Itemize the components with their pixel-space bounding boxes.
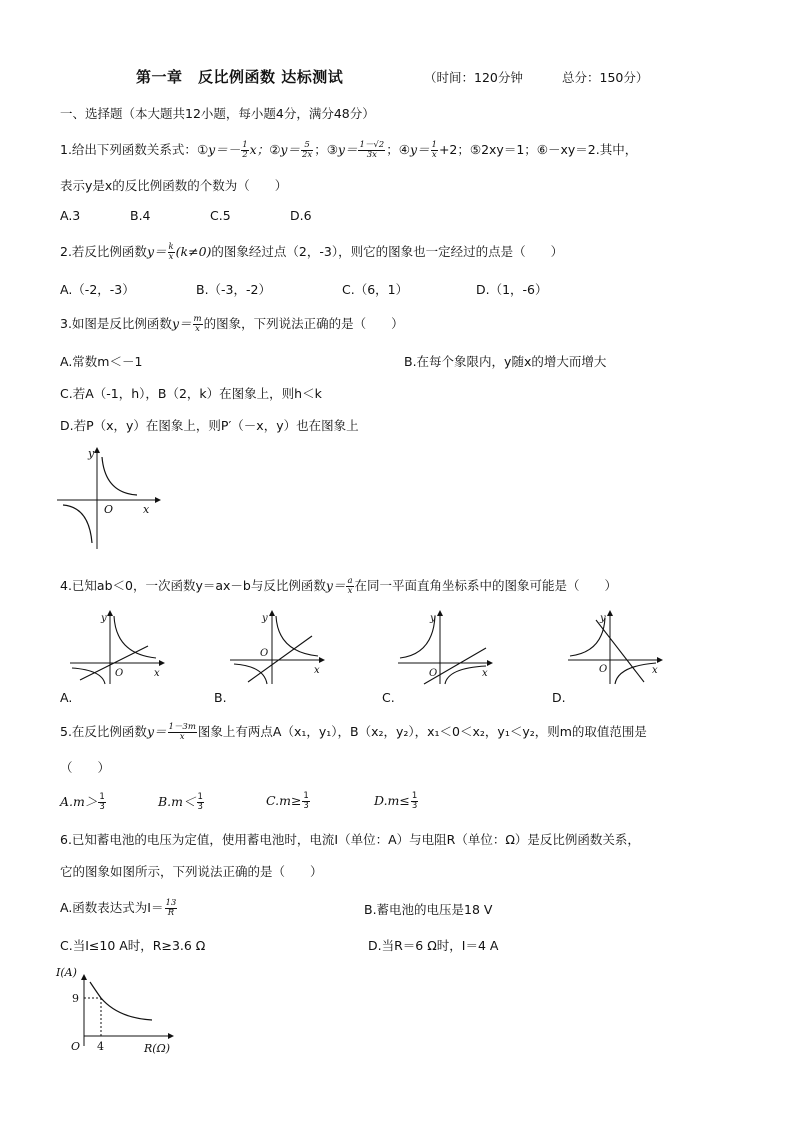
- svg-text:x: x: [652, 665, 658, 676]
- question-4: 4.已知ab＜0，一次函数y＝ax－b与反比例函数y＝ $\frac{a}{x}$ 在同一平面直角坐标系中的图象可能是（ ）: [60, 576, 618, 596]
- question-1: 1.给出下列函数关系式：①y＝－ $\frac{1}{2}$ x；②y＝ $\frac{5}{2x}$ ；③y＝ $\frac{1-√2}{3x}$ ；④y＝ $\frac{1}{x}$ +2；⑤2xy＝1；⑥－xy＝2.其中，: [60, 140, 638, 160]
- svg-text:O: O: [115, 668, 124, 679]
- q5-option-c: C.m≥ $\frac{1}{3}$: [266, 791, 309, 811]
- svg-text:O: O: [599, 664, 608, 675]
- q3-curve-quadrant-3: [63, 505, 92, 543]
- svg-text:y: y: [430, 613, 436, 624]
- q6-option-b: B.蓄电池的电压是18 V: [364, 902, 493, 917]
- q3-curve-quadrant-1: [102, 457, 137, 495]
- svg-text:x: x: [314, 665, 320, 676]
- q2-option-c: C.（6，1）: [342, 282, 409, 297]
- q6-option-d: D.当R＝6 Ω时，I＝4 A: [368, 938, 499, 953]
- question-3: 3.如图是反比例函数y＝ $\frac{m}{x}$ 的图象，下列说法正确的是（ ）: [60, 314, 404, 334]
- q4-label-b: B.: [214, 690, 227, 705]
- q4-graph-b: [228, 608, 328, 686]
- q1-option-b: B.4: [130, 208, 151, 223]
- page-title: 第一章 反比例函数 达标测试: [136, 68, 344, 86]
- exam-total: 总分：150分）: [562, 70, 649, 85]
- q1-option-d: D.6: [290, 208, 312, 223]
- y-tick-9: 9: [72, 992, 79, 1005]
- q4-label-d: D.: [552, 690, 566, 705]
- q3-option-b: B.在每个象限内，y随x的增大而增大: [404, 354, 607, 369]
- q2-option-b: B.（-3，-2）: [196, 282, 271, 297]
- q3-option-d: D.若P（x，y）在图象上，则P′（－x，y）也在图象上: [60, 418, 359, 433]
- q4-label-a: A.: [60, 690, 73, 705]
- svg-text:y: y: [262, 613, 268, 624]
- section-heading: 一、选择题（本大题共12小题，每小题4分，满分48分）: [60, 106, 375, 121]
- q5-option-b: B.m＜ $\frac{1}{3}$: [158, 792, 203, 812]
- q4-graph-a: [68, 608, 168, 686]
- origin-label: O: [71, 1040, 81, 1053]
- svg-text:y: y: [600, 613, 606, 624]
- exam-time: （时间：120分钟: [424, 70, 523, 85]
- q2-option-d: D.（1，-6）: [476, 282, 548, 297]
- q3-option-a: A.常数m＜－1: [60, 354, 143, 369]
- question-6-line2: 它的图象如图所示，下列说法正确的是（ ）: [60, 864, 323, 879]
- q5-option-a: A.m＞ $\frac{1}{3}$: [60, 792, 105, 812]
- q6-option-a: A.函数表达式为I＝ $\frac{13}{R}$: [60, 898, 177, 918]
- question-6-line1: 6.已知蓄电池的电压为定值，使用蓄电池时，电流I（单位：A）与电阻R（单位：Ω）是反比例函数关系，: [60, 832, 640, 847]
- question-5: 5.在反比例函数y＝ $\frac{1-3m}{x}$ 图象上有两点A（x₁，y₁），B（x₂，y₂），x₁＜0＜x₂，y₁＜y₂，则m的取值范围是: [60, 722, 647, 742]
- svg-text:x: x: [482, 668, 488, 679]
- question-5-paren: （ ）: [60, 760, 111, 775]
- svg-text:O: O: [260, 648, 269, 659]
- q4-graph-d: [566, 608, 666, 686]
- q6-current-resistance-figure: [54, 962, 194, 1058]
- q3-option-c: C.若A（-1，h），B（2，k）在图象上，则h＜k: [60, 386, 322, 401]
- q4-label-c: C.: [382, 690, 395, 705]
- svg-text:O: O: [429, 668, 438, 679]
- question-2: 2.若反比例函数y＝ $\frac{k}{x}$ (k≠0)的图象经过点（2，-3），则它的图象也一定经过的点是（ ）: [60, 242, 564, 262]
- q6-curve: [90, 982, 152, 1020]
- svg-text:x: x: [154, 668, 160, 679]
- q1-option-c: C.5: [210, 208, 231, 223]
- x-tick-4: 4: [97, 1040, 104, 1053]
- x-axis-label: R(Ω): [144, 1042, 170, 1055]
- q1-option-a: A.3: [60, 208, 81, 223]
- y-axis-label: y: [88, 447, 95, 460]
- q3-hyperbola-figure: [55, 445, 165, 553]
- q5-option-d: D.m≤ $\frac{1}{3}$: [374, 791, 418, 811]
- question-1-line2: 表示y是x的反比例函数的个数为（ ）: [60, 178, 288, 193]
- x-axis-label: x: [143, 503, 150, 516]
- q6-option-c: C.当I≤10 A时，R≥3.6 Ω: [60, 938, 206, 953]
- origin-label: O: [104, 503, 114, 516]
- y-axis-label: I(A): [56, 966, 77, 979]
- q2-option-a: A.（-2，-3）: [60, 282, 135, 297]
- q4-graph-c: [396, 608, 496, 686]
- svg-text:y: y: [101, 613, 107, 624]
